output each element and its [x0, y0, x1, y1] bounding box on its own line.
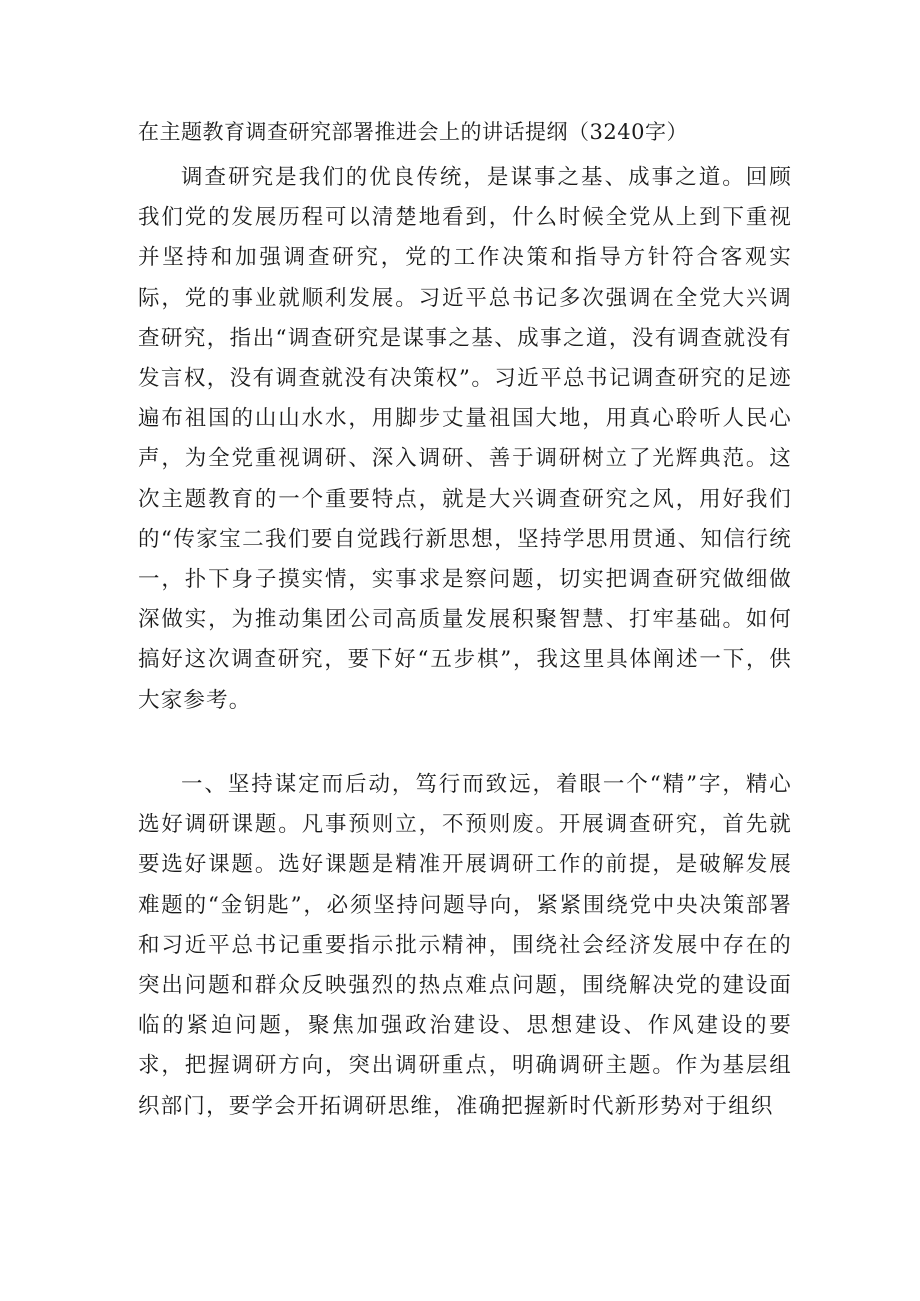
document-title: 在主题教育调查研究部署推进会上的讲话提纲（3240字） — [138, 120, 688, 144]
paragraph-intro: 调查研究是我们的优良传统，是谋事之基、成事之道。回顾我们党的发展历程可以清楚地看到，什么时候全党从上到下重视并坚持和加强调查研究，党的工作决策和指导方针符合客观实际，党的事业就顺利发展。习近平总书记多次强调在全党大兴调查研究，指出“调查研究是谋事之基、成事之道，没有调查就没有发言权，没有调查就没有决策权”。习近平总书记调查研究的足迹遍布祖国的山山水水，用脚步丈量祖国大地，用真心聆听人民心声，为全党重视调研、深入调研、善于调研树立了光辉典范。这次主题教育的一个重要特点，就是大兴调查研究之风，用好我们的“传家宝二我们要自觉践行新思想，坚持学思用贯通、知信行统一，扑下身子摸实情，实事求是察问题，切实把调查研究做细做深做实，为推动集团公司高质量发展积聚智慧、打牢基础。如何搞好这次调查研究，要下好“五步棋”，我这里具体阐述一下，供大家参考。 — [138, 165, 792, 713]
paragraph-section-one: 一、坚持谋定而后动，笃行而致远，着眼一个“精”字，精心选好调研课题。凡事预则立，不预则废。开展调查研究，首先就要选好课题。选好课题是精准开展调研工作的前提，是破解发展难题的“金钥匙”，必须坚持问题导向，紧紧围绕党中央决策部署和习近平总书记重要指示批示精神，围绕社会经济发展中存在的突出问题和群众反映强烈的热点难点问题，围绕解决党的建设面临的紧迫问题，聚焦加强政治建设、思想建设、作风建设的要求，把握调研方向，突出调研重点，明确调研主题。作为基层组织部门，要学会开拓调研思维，准确把握新时代新形势对于组织 — [138, 772, 792, 1119]
